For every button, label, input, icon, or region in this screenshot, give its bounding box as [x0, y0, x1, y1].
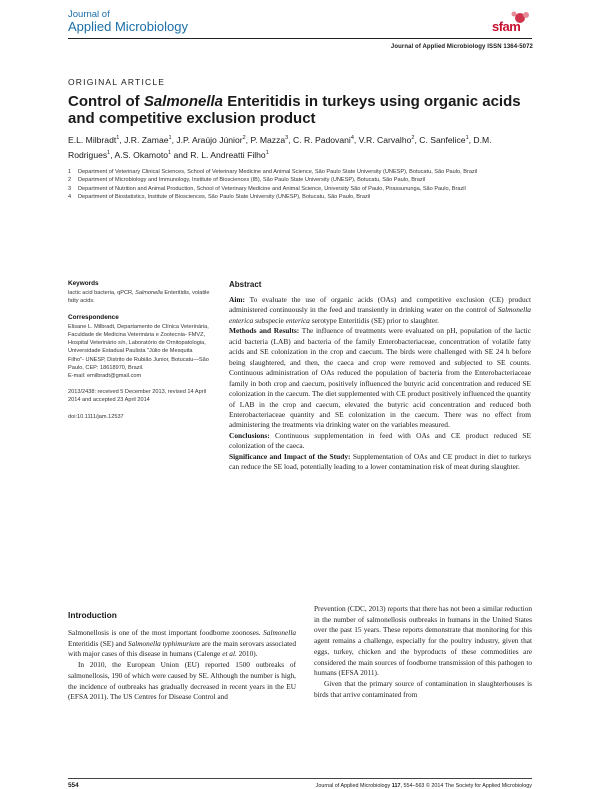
keywords-italic: Salmonella: [135, 290, 163, 297]
journal-issn: Journal of Applied Microbiology ISSN 1364-5072: [390, 44, 533, 50]
title-part2: Enteritidis in turkeys using organic acids and competitive exclusion product: [68, 93, 521, 127]
doi: doi:10.1111/jam.12537: [68, 413, 124, 420]
conclusions-text: Continuous supplementation in feed with OAs and CE product reduced SE colonization of the caeca.: [229, 430, 531, 451]
aim-italic: Salmonella enterica: [229, 305, 531, 325]
author-name: C. Sanfelice: [419, 134, 466, 145]
author: [419, 135, 468, 145]
author-affiliation-number: 2: [242, 135, 246, 141]
author-name: V.R. Carvalho: [358, 134, 412, 145]
author: [124, 135, 171, 145]
abstract-significance: [229, 452, 531, 473]
footer-journal: Journal of Applied Microbiology: [315, 783, 392, 789]
abstract-heading: Abstract: [229, 280, 262, 289]
keywords-heading: Keywords: [68, 280, 99, 287]
intro-paragraph: In 2010, the European Union (EU) reported 1500 outbreaks of salmonellosis, 190 of which were caused by SE. Although the number is high, the incidence of outbreaks has gradually decreased in recent years in the EU (EFSA 2011). The US Centres for Disease Control and: [68, 660, 296, 702]
author-affiliation-number: 2: [411, 135, 415, 141]
methods-label: Methods and Results:: [229, 326, 300, 336]
aim-text: serotype Enteritidis (SE) prior to slaughter.: [309, 315, 439, 325]
author-affiliation-number: 1: [265, 149, 269, 156]
text-italic: Salmonella typhimurium: [127, 638, 200, 648]
intro-paragraph: Given that the primary source of contamination in slaughterhouses is birds that arrive contaminated from: [314, 678, 532, 699]
affiliation: [68, 185, 538, 193]
intro-paragraph: [68, 628, 296, 660]
affiliation-text: Department of Nutrition and Animal Production, School of Veterinary Medicine and Animal Science, University São of Paulo, Pirassununga, São Paulo, Brazil: [78, 185, 466, 192]
author-affiliation-number: 1: [107, 149, 111, 156]
author: [176, 135, 245, 145]
author-list: E.L. Milbradt$^1$, J.R. Zamae$^1$, J.P. Araújo Júnior$^2$, P. Mazza$^3$, C. R. Padovani$^4$, V.R. Carvalho$^2$, C. Sanfelice$^1$, D.M. Rodrigues$^1$, A.S. Okamoto$^1$ and R. L. Andreatti Filho$^1$: [68, 134, 492, 160]
sfam-logo-text: sfam: [492, 19, 521, 34]
text-run: Salmonellosis is one of the most important foodborne zoonoses.: [68, 628, 264, 637]
author-affiliation-number: 4: [350, 135, 354, 141]
aim-text: subspecie: [253, 315, 286, 325]
footer-rest: , 554–563 © 2014 The Society for Applied Microbiology: [400, 783, 532, 789]
author-name: P. Mazza: [250, 134, 286, 145]
author-name: A.S. Okamoto: [114, 149, 169, 160]
journal-logo-line2: Applied Microbiology: [68, 18, 188, 34]
author-affiliation-number: 1: [168, 149, 172, 156]
journal-logo-line1: Journal of: [68, 9, 110, 20]
footer-volume: 117: [391, 783, 401, 789]
author: [293, 135, 354, 145]
author-name: J.R. Zamae: [124, 134, 169, 145]
author: [68, 135, 119, 145]
affiliation-number: 2: [68, 177, 72, 184]
affiliation-text: Department of Biostatistics, Institute of Biosciences, São Paulo State University (UNESP), Botucatu, São Paulo, Brazil: [78, 193, 371, 200]
correspondence-text: Elisane L. Milbradt, Departamento de Clínica Veterinária, Faculdade de Medicina Veterinária e Zootecnia- FMVZ, Hospital Veterinário s/n, Laboratório de Ornitopatologia, Universidade Estadual Paulista "Júlio de Mesquita Filho"- UNESP, Distrito de Rubião Junior, Botucatu—São Paulo, CEP: 18618970, Brazil.: [68, 323, 209, 371]
text-italic: Salmonella: [263, 628, 296, 637]
article-sidebar: [68, 280, 210, 429]
correspondence-heading: Correspondence: [68, 313, 119, 321]
dates-block: 2013/2438: received 5 December 2013, revised 14 April 2014 and accepted 23 April 2014: [68, 389, 207, 404]
abstract-conclusions: [229, 431, 531, 452]
correspondence-block: [68, 314, 210, 381]
aim-text: To evaluate the use of organic acids (OAs) and competitive exclusion (CE) product administered continuously in the feed and transiently in drinking water on the control of: [229, 295, 531, 315]
abstract-aim: [229, 295, 531, 326]
body-column-left: [68, 628, 296, 703]
affiliation-text: Department of Veterinary Clinical Sciences, School of Veterinary Medicine and Animal Science, São Paulo State University (UNESP), Botucatu, São Paulo, Brazil: [78, 169, 478, 175]
journal-logo: [68, 10, 188, 33]
page-number: 554: [68, 782, 79, 789]
keywords-part: Enteritidis, volatile fatty acids.: [68, 290, 210, 305]
author-affiliation-number: 3: [285, 135, 289, 141]
conclusions-label: Conclusions:: [229, 430, 270, 440]
text-italic: et al.: [222, 649, 237, 659]
affiliation-number: 3: [68, 185, 72, 192]
author-affiliation-number: 1: [465, 135, 469, 141]
affiliation: [68, 168, 538, 176]
abstract: [229, 280, 531, 473]
author-name: J.P. Araújo Júnior: [176, 134, 243, 145]
affiliation: [68, 176, 538, 184]
author-name: D.M. Rodrigues: [68, 134, 492, 160]
text-run: are the main serovars associated with major cases of this disease in humans (Calenge: [68, 638, 296, 659]
title-italic: Salmonella: [143, 93, 224, 110]
article-title: [68, 93, 538, 127]
affiliation-number: 1: [68, 169, 72, 175]
author-name: E.L. Milbradt: [68, 134, 117, 145]
methods-text: The influence of treatments were evaluated on pH, population of the lactic acid bacteria (LAB) and bacteria of the family Enterobacteriaceae, concentration of volatile fatty acids and SE colonization in the crop and caecum. The birds were challenged with SE 24 h before being slaughtered, and then, the caeca and crop were removed and subjected to SE counts. Continuous administration of OAs reduced the population of bacteria from the Enterobacteriaceae family in both crop and caecum, positively influenced the butyric acid concentration and reduced SE colonization in the caecum. The diet supplemented with CE product positively influenced the quantity of LAB in the crop and caecum, elevated the butyric acid concentration and reduced both Enterobacteriaceae quantity and SE colonization in the caecum. There was no effect from administering the treatments via drinking water on the variables measured.: [229, 326, 531, 430]
footer-citation: [316, 783, 532, 789]
sfam-logo: [490, 10, 532, 36]
intro-paragraph: Prevention (CDC, 2013) reports that there has not been a similar reduction in the number of salmonellosis outbreaks in humans in the United States over the past 15 years. These reports demonstrate that monitoring for this agent remains a challenge, especially for the poultry industry, given that eggs, turkey, chicken and the byproducts of these commodities are considered the main sources of foodborne transmission of this pathogen to humans (EFSA 2011).: [314, 604, 532, 678]
intro-heading: Introduction: [68, 610, 117, 620]
affiliation-list: [68, 168, 538, 201]
keywords-text: [68, 289, 210, 305]
correspondence-email: E-mail: emilbradt@gmail.com: [68, 373, 142, 380]
author: [115, 150, 172, 160]
affiliation: [68, 193, 538, 201]
significance-text: Supplementation of OAs and CE product in diet to turkeys can reduce the SE load, potentially leading to a lower contamination risk of meat during slaughter.: [229, 451, 531, 472]
keywords-part: lactic acid bacteria, qPCR,: [68, 290, 136, 297]
abstract-methods: [229, 326, 531, 431]
footer-rule: [68, 778, 532, 779]
author-affiliation-number: 1: [116, 135, 120, 141]
abstract-body: [229, 295, 531, 473]
affiliation-text: Department of Microbiology and Immunology, Institute of Biosciences (IB), São Paulo State University (UNESP), Botucatu, São Paulo, Brazil: [78, 177, 426, 184]
title-part1: Control of: [68, 93, 144, 110]
text-run: 2010).: [236, 649, 258, 659]
author: [359, 135, 415, 145]
author-name: C. R. Padovani: [293, 134, 351, 145]
aim-italic: enterica: [285, 315, 310, 325]
affiliation-number: 4: [68, 193, 72, 200]
author-name: R. L. Andreatti Filho: [190, 149, 266, 160]
author: [250, 135, 288, 145]
header-rule: [68, 38, 532, 39]
article-type: ORIGINAL ARTICLE: [68, 77, 166, 87]
significance-label: Significance and Impact of the Study:: [229, 451, 351, 461]
author: [190, 150, 269, 160]
keywords-block: [68, 280, 210, 306]
author-affiliation-number: 1: [168, 135, 172, 141]
body-column-right: [314, 604, 532, 700]
text-run: Enteritidis (SE) and: [68, 638, 128, 648]
aim-label: Aim:: [229, 295, 246, 304]
